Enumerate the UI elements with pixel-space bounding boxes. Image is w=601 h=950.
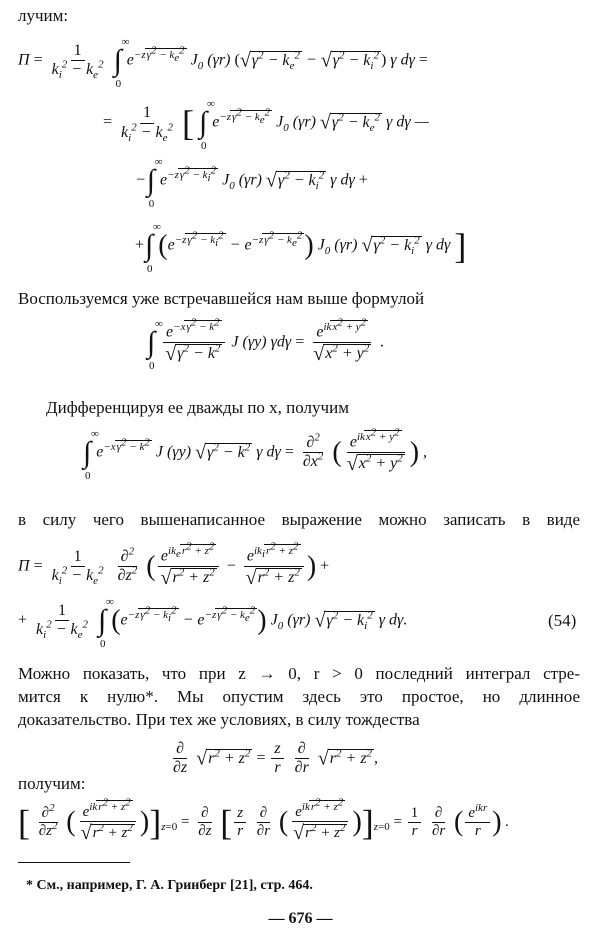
text-line-obtain-1: лучим: bbox=[18, 6, 69, 25]
equation-pi-line-1: П = $\frac{1}{k_i^2 - k_e^2}$ ∫ ∞ 0 $e^{-z\gamma^2 - k_e^2}$ $J_0$ (γr) ($√\gamma^2 - k_e^2 - √\gamma^2 - k_i^2$ ) γ dγ = bbox=[18, 35, 428, 90]
equation-known-integral: ∫ ∞ 0 $\frac{e^{-x\gamma^2 - k^2}}{√\gamma^2 - k^2}$ J (γy) γdγ = $\frac{e^{ikx^2 + y^2}}{√x^2 + y^2}$ . bbox=[147, 316, 385, 372]
equation-number: (54) bbox=[548, 611, 577, 630]
text-obtain-2: получим: bbox=[18, 774, 86, 793]
equation-54-line-2: + $\frac{1}{k_i^2 - k_e^2}$ ∫ ∞ 0 $(e^{-z\gamma^2 - k_i^2} - e^{-z\gamma^2 - k_e^2})$ $J_0$ (γr) $√\gamma^2 - k_i^2$ γ dγ. bbox=[18, 595, 408, 650]
equation-limit: [ $\frac{\partial^2}{\partial z^2}$ ( $\frac{e^{ikr^2 + z^2}}{√r^2 + z^2}$ )]$_{z=0}$ = $\frac{\partial}{\partial z}$ [ $\frac{z}{r}$ $\frac{\partial}{\partial r}$ ( $\frac{e^{ikr^2 + z^2}}{√r^2 + z^2}$ )]$_{z=0}$ = $\frac{1}{r}$ $\frac{\partial}{\partial r}$ ( $\frac{e^{ikr}}{r}$ ) . bbox=[18, 796, 510, 845]
equation-identity: $\frac{\partial}{\partial z}$ $√r^2 + z^2$ = $\frac{z}{r}$ $\frac{\partial}{\partial r}$ $√r^2 + z^2$ , bbox=[173, 740, 379, 777]
text-paragraph-line-3: доказательство. При тех же условиях, в силу тождества bbox=[18, 710, 420, 729]
text-paragraph-line-2: мится к нулю*. Мы опустим здесь это простое, но длинное bbox=[18, 687, 580, 706]
equation-pi-line-4: +∫ ∞ 0 $(e^{-z\gamma^2 - k_i^2} - e^{-z\gamma^2 - k_e^2})$ $J_0$ (γr) $√\gamma^2 - k_i^2$ γ dγ ] bbox=[135, 221, 467, 275]
equation-54-line-1: П = $\frac{1}{k_i^2 - k_e^2}$ $\frac{\partial^2}{\partial z^2}$ ( $\frac{e^{ik_er^2 + z^2}}{√r^2 + z^2}$ − $\frac{e^{ik_ir^2 + z^2}}{√r^2 + z^2}$ ) + bbox=[18, 540, 330, 589]
footnote-rule bbox=[18, 862, 130, 863]
equation-pi-line-3: −∫ ∞ 0 $e^{-z\gamma^2 - k_i^2}$ $J_0$ (γr) $√\gamma^2 - k_i^2$ γ dγ + bbox=[135, 156, 368, 210]
footnote: * См., например, Г. А. Гринберг [21], стр. 464. bbox=[26, 878, 313, 893]
text-paragraph-line-1: Можно показать, что при z → 0, r > 0 последний интеграл стре- bbox=[18, 664, 580, 683]
equation-differentiated: ∫ ∞ 0 $e^{-x\gamma^2 - k^2}$ J (γy) $√\gamma^2 - k^2$ γ dγ = $\frac{\partial^2}{\partial x^2}$ ( $\frac{e^{ikx^2 + y^2}}{√x^2 + y^2}$ ) , bbox=[83, 426, 428, 482]
text-by-virtue: в силу чего вышенаписанное выражение можно записать в виде bbox=[18, 510, 580, 529]
text-formula-intro: Воспользуемся уже встречавшейся нам выше формулой bbox=[18, 289, 425, 308]
equation-pi-line-2: = $\frac{1}{k_i^2 - k_e^2}$ [ ∫ ∞ 0 $e^{-z\gamma^2 - k_e^2}$ $J_0$ (γr) $√\gamma^2 - k_e^2$ γ dγ — bbox=[103, 98, 429, 152]
text-differentiate: Дифференцируя ее дважды по x, получим bbox=[46, 398, 349, 417]
page-number: — 676 — bbox=[268, 910, 333, 927]
